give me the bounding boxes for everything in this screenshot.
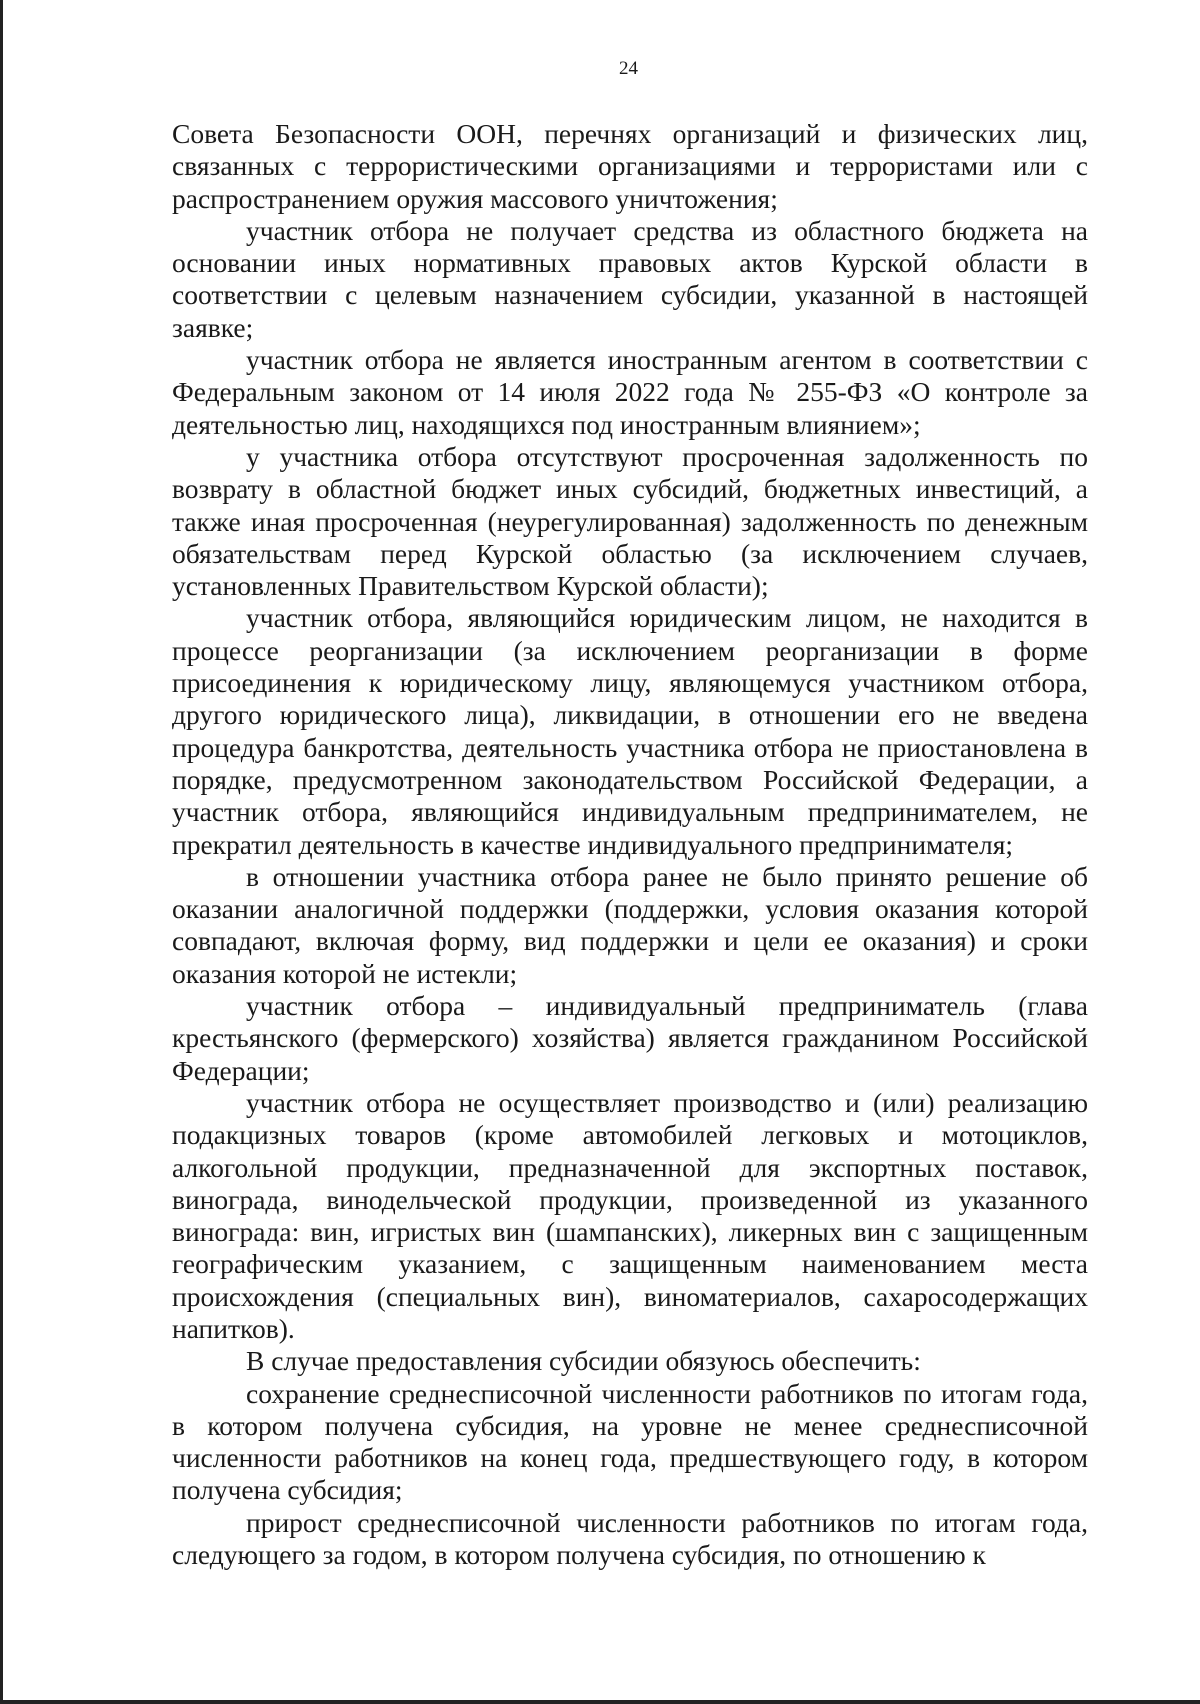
scan-left-edge <box>0 0 3 1704</box>
page-number: 24 <box>619 58 638 79</box>
paragraph: прирост среднесписочной численности работников по итогам года, следующего за годом, в котором получена субсидия, по отношению к <box>172 1506 1088 1571</box>
paragraph: в отношении участника отбора ранее не было принято решение об оказании аналогичной поддержки (поддержки, условия оказания которой совпадают, включая форму, вид поддержки и цели ее оказания) и сроки оказания которой не истекли; <box>172 860 1088 989</box>
paragraph: участник отбора, являющийся юридическим лицом, не находится в процессе реорганизации (за исключением реорганизации в форме присоединения к юридическому лицу, являющемуся участником отбора, другого юридического лица), ликвидации, в отношении его не введена процедура банкротства, деятельность участника отбора не приостановлена в порядке, предусмотренном законодательством Российской Федерации, а участник отбора, являющийся индивидуальным предпринимателем, не прекратил деятельность в качестве индивидуального предпринимателя; <box>172 602 1088 860</box>
paragraph: сохранение среднесписочной численности работников по итогам года, в котором получена субсидия, на уровне не менее среднесписочной численности работников на конец года, предшествующего году, в котором получена субсидия; <box>172 1377 1088 1506</box>
paragraph: В случае предоставления субсидии обязуюсь обеспечить: <box>246 1345 921 1377</box>
paragraph: у участника отбора отсутствуют просроченная задолженность по возврату в областной бюджет иных субсидий, бюджетных инвестиций, а также иная просроченная (неурегулированная) задолженность по денежным обязательствам перед Курской областью (за исключением случаев, установленных Правительством Курской области); <box>172 440 1088 602</box>
scan-bottom-edge <box>0 1700 1200 1704</box>
page-body <box>172 118 1088 1571</box>
paragraph: участник отбора не получает средства из областного бюджета на основании иных нормативных правовых актов Курской области в соответствии с целевым назначением субсидии, указанной в настоящей заявке; <box>172 214 1088 343</box>
paragraph: Совета Безопасности ООН, перечнях организаций и физических лиц, связанных с террористическими организациями и террористами или с распространением оружия массового уничтожения; <box>172 118 1088 214</box>
paragraph: участник отбора не осуществляет производство и (или) реализацию подакцизных товаров (кроме автомобилей легковых и мотоциклов, алкогольной продукции, предназначенной для экспортных поставок, винограда, винодельческой продукции, произведенной из указанного винограда: вин, игристых вин (шампанских), ликерных вин с защищенным географическим указанием, с защищенным наименованием места происхождения (специальных вин), виноматериалов, сахаросодержащих напитков). <box>172 1086 1088 1344</box>
paragraph: участник отбора не является иностранным агентом в соответствии с Федеральным законом от 14 июля 2022 года № 255-ФЗ «О контроле за деятельностью лиц, находящихся под иностранным влиянием»; <box>172 344 1088 440</box>
paragraph: участник отбора – индивидуальный предприниматель (глава крестьянского (фермерского) хозяйства) является гражданином Российской Федерации; <box>172 990 1088 1086</box>
